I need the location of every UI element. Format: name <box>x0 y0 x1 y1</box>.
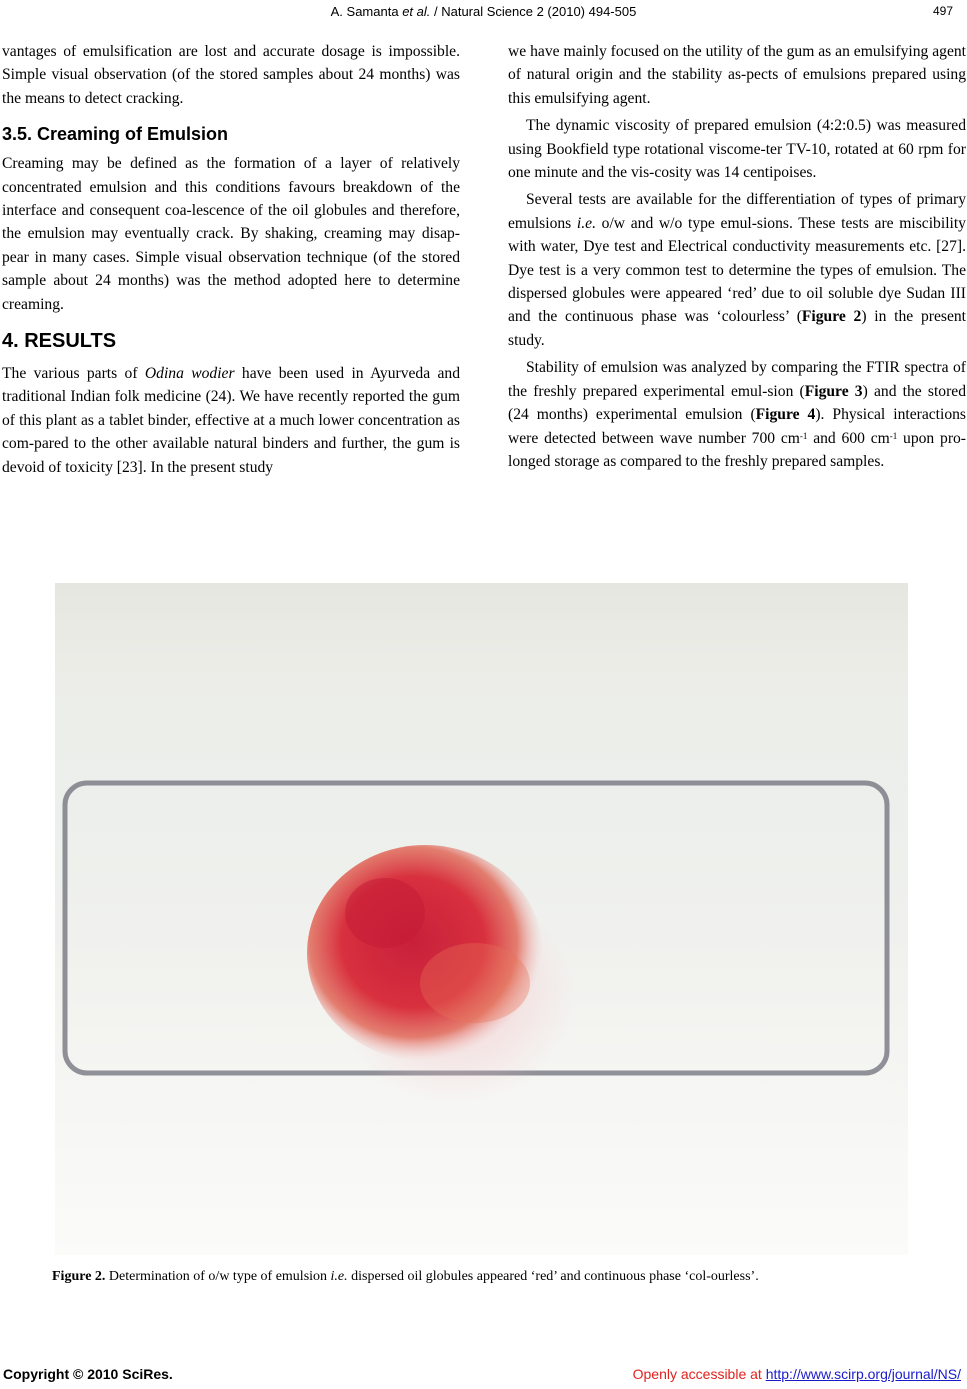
globule-dark-spot <box>345 878 425 948</box>
copyright-notice: Copyright © 2010 SciRes. <box>3 1366 173 1382</box>
page-number: 497 <box>932 4 953 18</box>
paragraph-stability: Stability of emulsion was analyzed by comparing the FTIR spectra of the freshly prepared experimental emul-sion (Figure 3) and the stored (24 months) experimental emulsion (Figure 4). Physical interactions were detected between wave number 700 $cm^{-1}$ and 600 $cm^{-1}$ upon pro-longed storage as compared to the freshly prepared samples. <box>508 359 967 470</box>
section-heading-results: 4. RESULTS <box>2 330 117 353</box>
figure-2-photo <box>55 583 908 1255</box>
paragraph-focus: we have mainly focused on the utility of the gum as an emulsifying agent of natural origin and the stability as-pects of emulsions prepared using this emulsifying agent. <box>508 43 966 107</box>
running-title: A. Samanta et al. / Natural Science 2 (2010) 494-505 <box>330 4 637 19</box>
journal-link[interactable]: http://www.scirp.org/journal/NS/ <box>765 1366 961 1382</box>
right-column <box>508 40 966 473</box>
paragraph-results: The various parts of Odina wodier have been used in Ayurveda and traditional Indian folk medicine (24). We have recently reported the gum of this plant as a tablet binder, effective at a much lower concentration as com-pared to the other available natural binders and further, the gum is devoid of toxicity [23]. In the present study <box>2 365 461 476</box>
paragraph-intro: vantages of emulsification are lost and accurate dosage is impossible. Simple visual observation (of the stored samples about 24 months) was the means to detect cracking. <box>2 43 460 107</box>
background-shade <box>55 583 908 803</box>
figure-caption: Figure 2. Determination of o/w type of emulsion i.e. dispersed oil globules appeared ‘red’ and continuous phase ‘col-ourless’. <box>52 1269 759 1284</box>
open-access-notice: Openly accessible at http://www.scirp.org/journal/NS/ <box>632 1366 961 1382</box>
paragraph-creaming: Creaming may be defined as the formation of a layer of relatively concentrated emulsion and this conditions favours breakdown of the interface and consequent coa-lescence of the oil globules and therefore, the emulsion may eventually crack. By shaking, creaming may disap-pear in many cases. Simple visual observation technique (of the stored sample about 24 months) was the method adopted here to determine creaming. <box>2 155 460 313</box>
left-column <box>2 40 460 479</box>
paragraph-tests: Several tests are available for the differentiation of types of primary emulsions i.e. o/w and w/o type emul-sions. These tests are miscibility with water, Dye test and Electrical conductivity measurements etc. [27]. Dye test is a very common test to determine the types of emulsion. The dispersed globules were appeared ‘red’ due to oil soluble dye Sudan III and the continuous phase was ‘colourless’ (Figure 2) in the present study. <box>508 191 966 349</box>
globule-light-spot <box>420 943 530 1023</box>
section-heading-creaming: 3.5. Creaming of Emulsion <box>2 124 229 145</box>
microscope-slide-photo <box>55 583 908 1255</box>
running-header <box>0 4 967 24</box>
page-footer <box>0 1366 967 1388</box>
paragraph-viscosity: The dynamic viscosity of prepared emulsion (4:2:0.5) was measured using Bookfield type rotational viscome-ter TV-10, rotated at 60 rpm for one minute and the vis-cosity was 14 centipoises. <box>508 117 966 182</box>
